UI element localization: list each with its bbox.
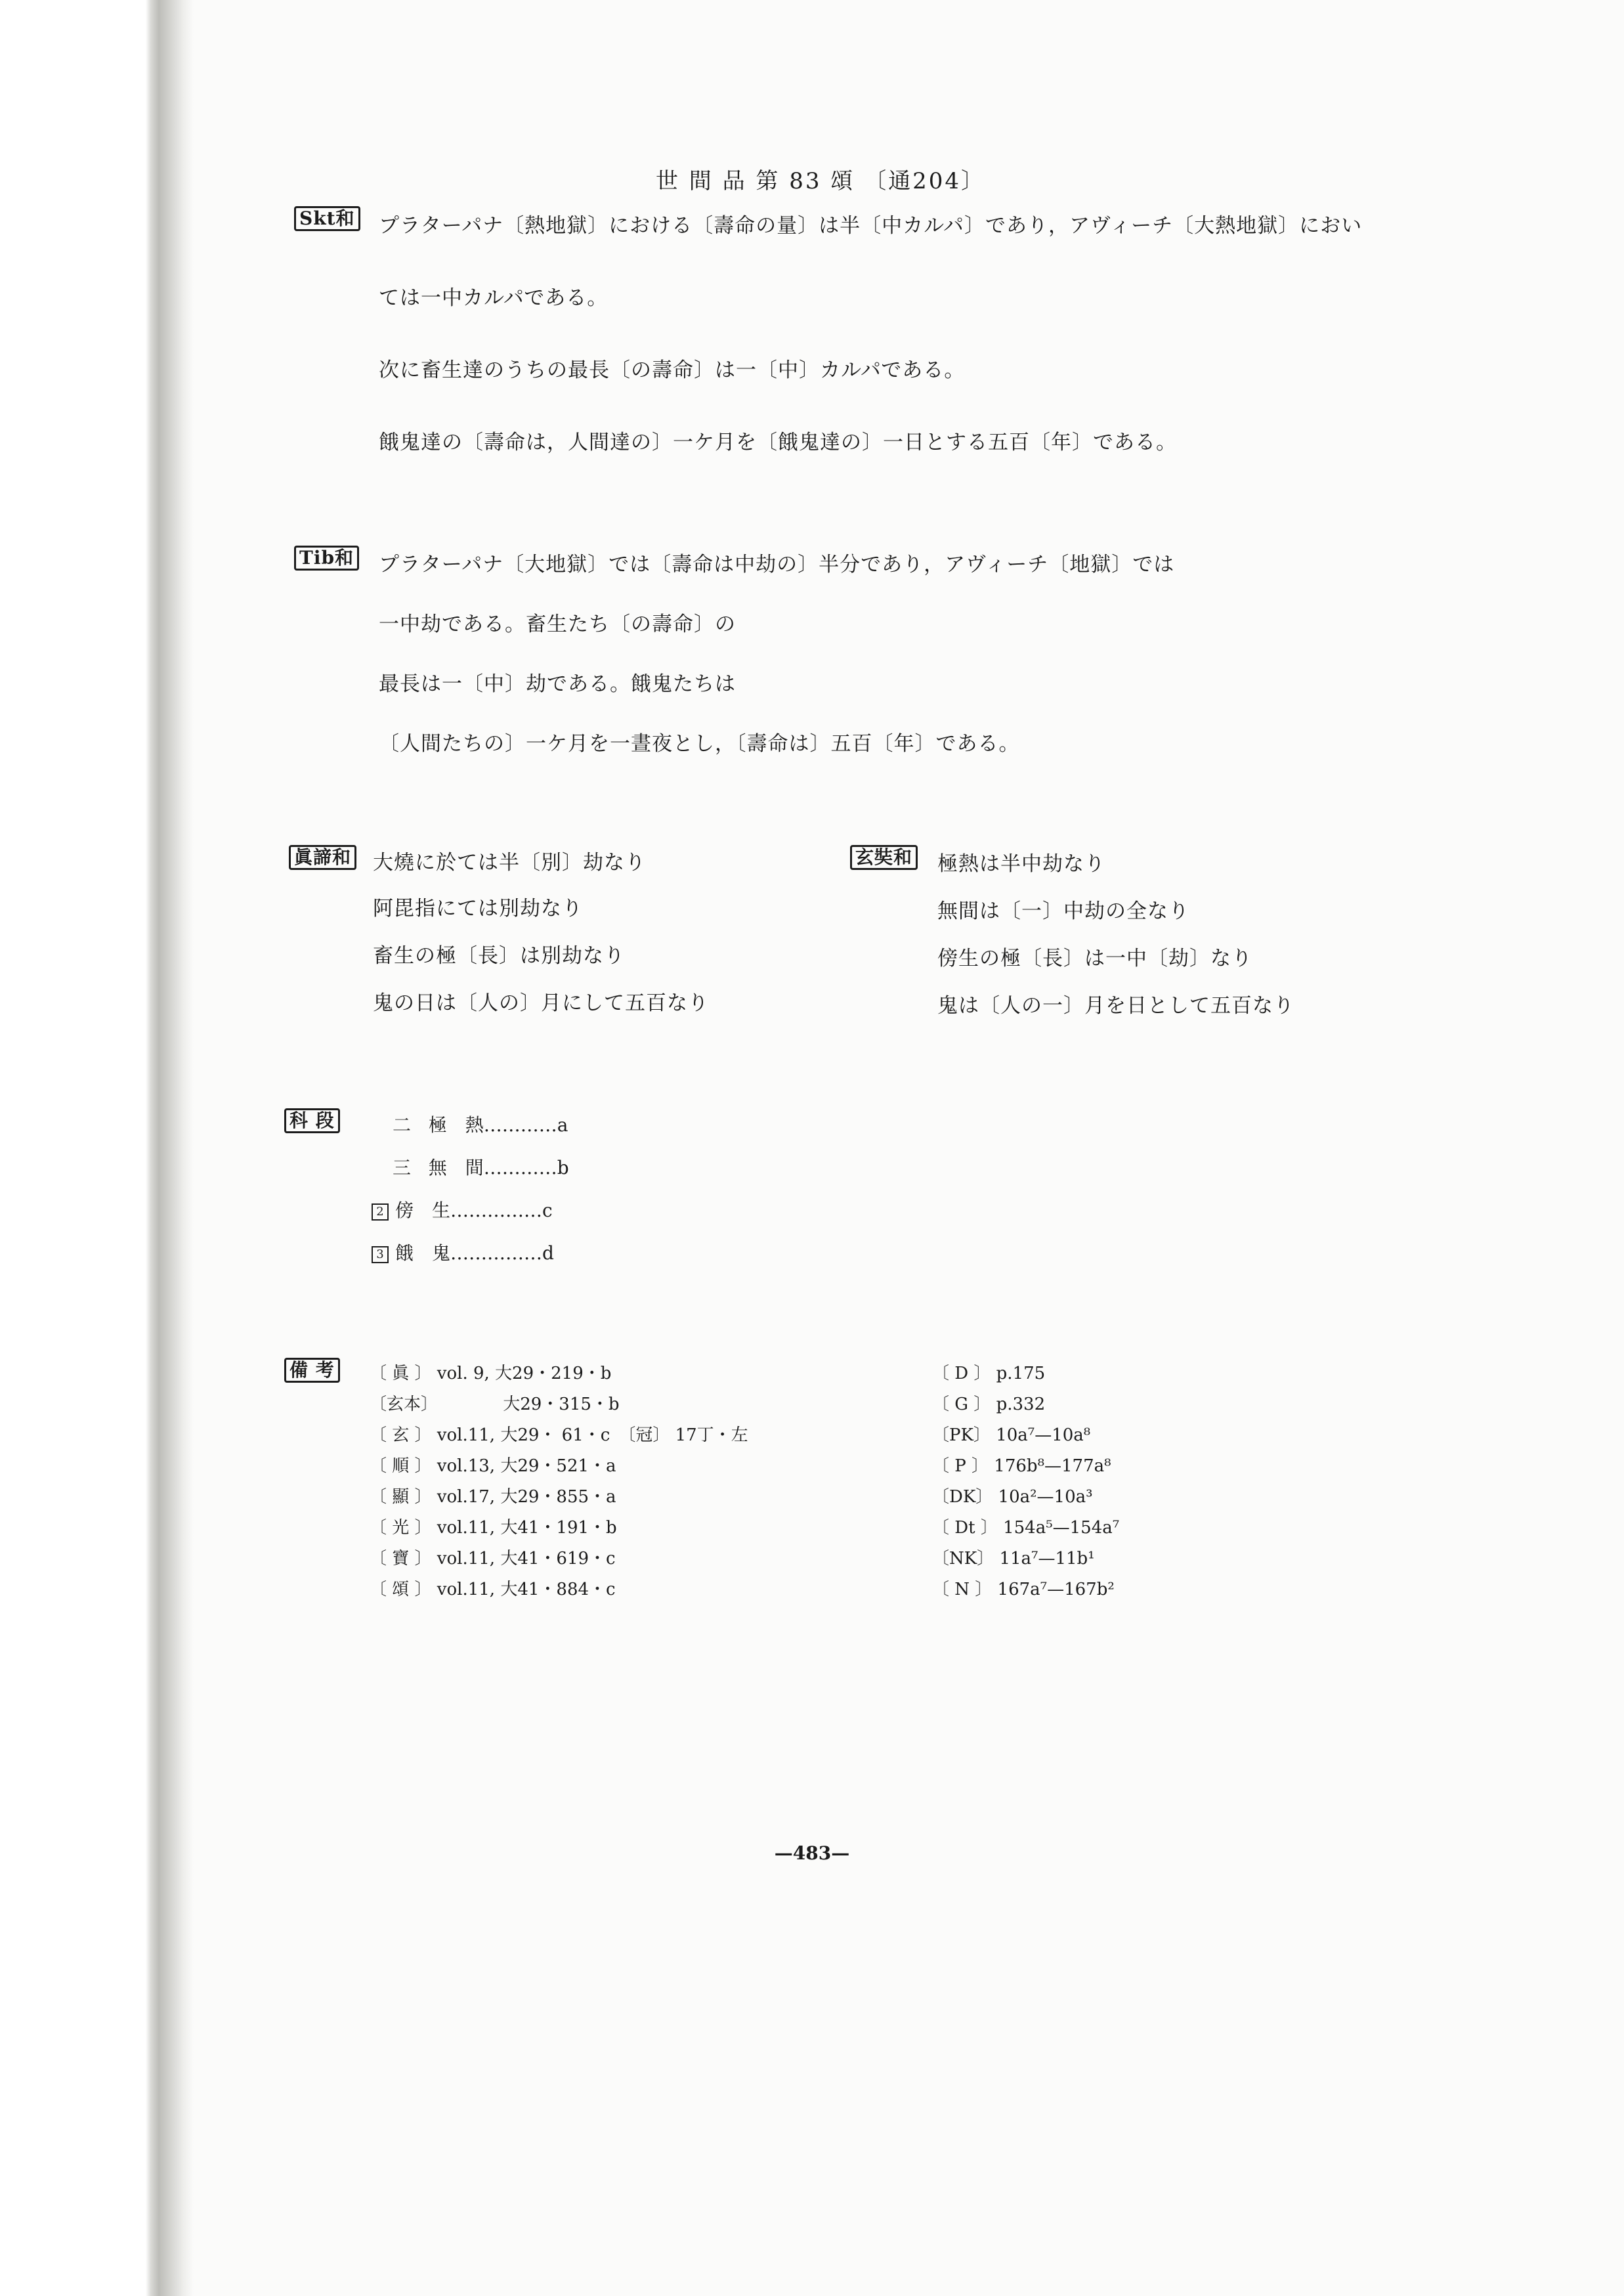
kadan-tag: 科 段	[284, 1108, 340, 1133]
shindai-line-4: 鬼の日は〔人の〕月にして五百なり	[373, 991, 709, 1015]
ref-label: 〔PK〕	[932, 1425, 991, 1445]
ref-text: vol.13, 大29・521・a	[437, 1456, 616, 1476]
tib-line-1: プラターパナ〔大地獄〕では〔壽命は中劫の〕半分であり，アヴィーチ〔地獄〕では	[379, 553, 1175, 576]
outline-text: 傍 生……………c	[395, 1200, 553, 1221]
ref-left-7	[370, 1545, 616, 1569]
ref-text: 10a²—10a³	[998, 1487, 1093, 1507]
outline-row-3	[372, 1196, 553, 1223]
ref-text: 176b⁸—177a⁸	[994, 1456, 1111, 1476]
ref-text: p.175	[996, 1364, 1046, 1383]
ref-right-7	[932, 1545, 1095, 1569]
ref-label: 〔 顯 〕	[370, 1487, 432, 1507]
ref-label: 〔 D 〕	[932, 1364, 991, 1383]
shindai-line-2: 阿毘指にては別劫なり	[373, 897, 583, 921]
ref-text: 154a⁵—154a⁷	[1003, 1518, 1120, 1538]
tib-tag: Tib和	[294, 546, 359, 571]
ref-text: 大29・315・b	[503, 1395, 620, 1414]
biko-tag: 備 考	[284, 1358, 340, 1383]
outline-row-1	[393, 1111, 568, 1137]
outline-row-4	[372, 1239, 554, 1265]
outline-box-number: 3	[372, 1246, 389, 1263]
shindai-line-3: 畜生の極〔長〕は別劫なり	[373, 944, 625, 968]
skt-line-4: 餓鬼達の〔壽命は，人間達の〕一ケ月を〔餓鬼達の〕一日とする五百〔年〕である。	[379, 431, 1177, 454]
ref-label: 〔 G 〕	[932, 1395, 991, 1414]
tib-line-2: 一中劫である。畜生たち〔の壽命〕の	[379, 613, 736, 636]
ref-label: 〔 光 〕	[370, 1518, 432, 1538]
ref-text: 10a⁷—10a⁸	[996, 1425, 1091, 1445]
genjo-line-2: 無間は〔一〕中劫の全なり	[937, 899, 1189, 923]
outline-prefix: 二	[393, 1114, 412, 1136]
ref-text: vol.11, 大41・619・c	[437, 1549, 616, 1569]
ref-text: vol. 9, 大29・219・b	[437, 1364, 612, 1383]
genjo-tag: 玄奘和	[850, 845, 918, 870]
ref-label: 〔玄本〕	[370, 1395, 438, 1414]
genjo-line-3: 傍生の極〔長〕は一中〔劫〕なり	[937, 947, 1252, 970]
page-title: 世 間 品 第 83 頌 〔通204〕	[655, 168, 985, 194]
ref-label: 〔NK〕	[932, 1549, 994, 1569]
skt-tag: Skt和	[294, 206, 360, 231]
skt-line-2: ては一中カルパである。	[379, 286, 609, 310]
ref-label: 〔 頌 〕	[370, 1580, 432, 1599]
ref-right-6	[932, 1514, 1119, 1538]
ref-label: 〔 玄 〕	[370, 1425, 432, 1445]
ref-left-6	[370, 1514, 617, 1538]
ref-text: vol.11, 大41・884・c	[437, 1580, 616, 1599]
genjo-line-1: 極熱は半中劫なり	[937, 852, 1105, 876]
ref-label: 〔DK〕	[932, 1487, 993, 1507]
ref-right-4	[932, 1452, 1111, 1477]
page-binding-edge	[0, 0, 194, 2296]
shindai-tag: 眞諦和	[289, 845, 356, 870]
tib-line-4: 〔人間たちの〕一ケ月を一晝夜とし，〔壽命は〕五百〔年〕である。	[379, 732, 1020, 756]
ref-label: 〔 眞 〕	[370, 1364, 432, 1383]
ref-text: vol.11, 大29・ 61・c 〔冠〕 17丁・左	[437, 1425, 748, 1445]
skt-line-1: プラターパナ〔熱地獄〕における〔壽命の量〕は半〔中カルパ〕であり，アヴィーチ〔大熱地獄〕におい	[379, 214, 1363, 238]
ref-left-8	[370, 1576, 616, 1600]
ref-left-1	[370, 1360, 611, 1384]
outline-text: 極 熱…………a	[428, 1114, 568, 1136]
ref-label: 〔 順 〕	[370, 1456, 432, 1476]
ref-label: 〔 寶 〕	[370, 1549, 432, 1569]
ref-left-5	[370, 1483, 616, 1507]
skt-line-3: 次に畜生達のうちの最長〔の壽命〕は一〔中〕カルパである。	[379, 358, 966, 382]
outline-text: 餓 鬼……………d	[395, 1242, 554, 1264]
ref-right-3	[932, 1421, 1090, 1446]
ref-text: 167a⁷—167b²	[997, 1580, 1115, 1599]
outline-row-2	[393, 1154, 569, 1180]
ref-label: 〔 Dt 〕	[932, 1518, 998, 1538]
ref-right-1	[932, 1360, 1045, 1384]
genjo-line-4: 鬼は〔人の一〕月を日として五百なり	[937, 994, 1294, 1018]
ref-right-2	[932, 1391, 1045, 1415]
outline-prefix: 三	[393, 1157, 412, 1179]
outline-text: 無 間…………b	[428, 1157, 569, 1179]
ref-text: vol.17, 大29・855・a	[437, 1487, 616, 1507]
ref-right-8	[932, 1576, 1115, 1600]
ref-label: 〔 P 〕	[932, 1456, 989, 1476]
page-number: —483—	[774, 1842, 850, 1864]
ref-text: vol.11, 大41・191・b	[437, 1518, 617, 1538]
ref-left-3	[370, 1421, 748, 1446]
shindai-line-1: 大燒に於ては半〔別〕劫なり	[373, 851, 646, 875]
ref-right-5	[932, 1483, 1093, 1507]
tib-line-3: 最長は一〔中〕劫である。餓鬼たちは	[379, 672, 736, 696]
ref-text: 11a⁷—11b¹	[999, 1549, 1095, 1569]
ref-left-4	[370, 1452, 616, 1477]
ref-left-2	[370, 1391, 620, 1415]
ref-label: 〔 N 〕	[932, 1580, 993, 1599]
ref-text: p.332	[996, 1395, 1046, 1414]
outline-box-number: 2	[372, 1203, 389, 1221]
